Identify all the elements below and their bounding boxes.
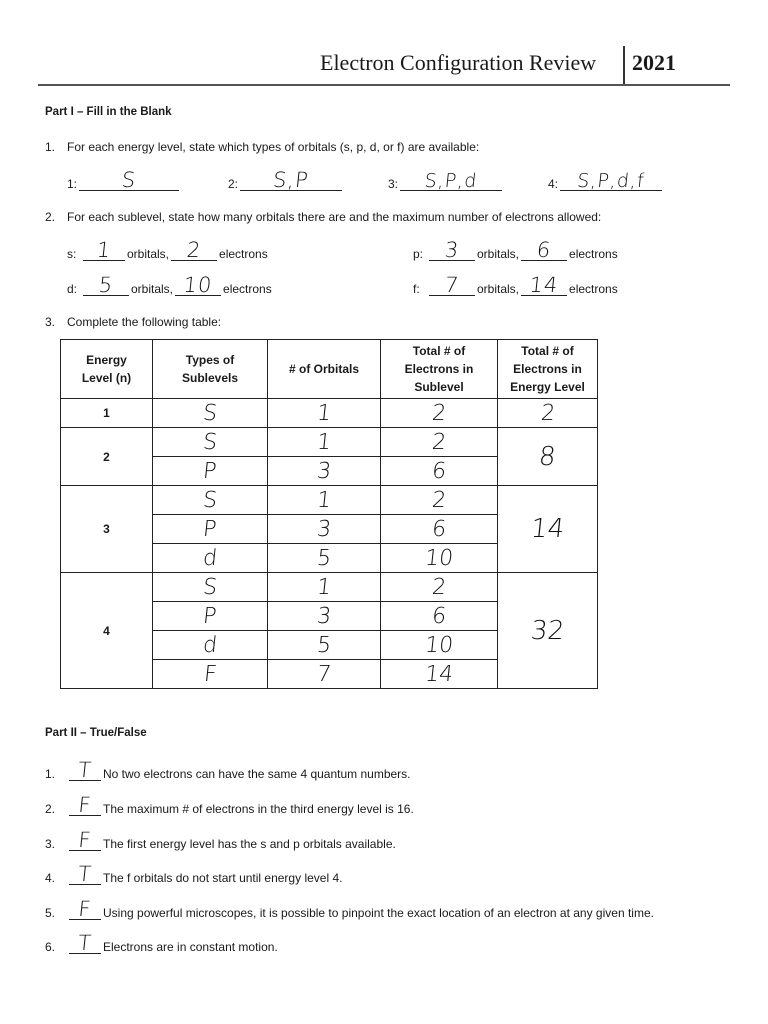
tf-number: 1. [45, 767, 56, 781]
q1-handwritten-1: S [120, 168, 138, 192]
q1-blank-1[interactable] [79, 170, 179, 191]
q2-row-d [67, 275, 272, 296]
sublevel-cell[interactable]: S [153, 486, 268, 515]
q2-orbitals-word-d: orbitals, [131, 282, 174, 296]
q1-blank-2[interactable] [240, 170, 342, 191]
sublevel-electrons-cell[interactable]: 2 [381, 428, 498, 457]
q2-orbitals-f: 7 [443, 273, 461, 297]
worksheet-title: Electron Configuration Review [320, 50, 597, 75]
header-number-of-orbitals: # of Orbitals [268, 340, 381, 399]
tf-handwritten-answer: T [76, 758, 94, 782]
q1-label-1: 1: [67, 177, 78, 191]
tf-item [45, 933, 278, 954]
q2-orbitals-word-f: orbitals, [477, 282, 520, 296]
tf-statement: The maximum # of electrons in the third energy level is 16. [103, 802, 414, 816]
tf-handwritten-answer: T [76, 931, 94, 955]
tf-item [45, 795, 414, 816]
q2-orbitals-word-p: orbitals, [477, 247, 520, 261]
orbitals-cell[interactable]: 5 [268, 631, 381, 660]
sublevel-cell[interactable]: d [153, 631, 268, 660]
sublevel-cell[interactable]: P [153, 457, 268, 486]
tf-statement: The f orbitals do not start until energy level 4. [103, 871, 343, 885]
tf-answer-blank[interactable] [69, 830, 101, 851]
q1-answer-3 [388, 170, 504, 191]
q2-orbitals-word-s: orbitals, [127, 247, 170, 261]
sublevel-electrons-cell[interactable]: 2 [381, 486, 498, 515]
orbitals-cell[interactable]: 1 [268, 399, 381, 428]
q2-electrons-s: 2 [185, 238, 203, 262]
q2-orbitals-blank-s[interactable] [83, 240, 125, 261]
tf-item [45, 864, 342, 885]
tf-handwritten-answer: F [77, 793, 93, 817]
sublevel-cell[interactable]: S [153, 428, 268, 457]
q2-number: 2. [45, 210, 56, 224]
energy-level-cell: 1 [61, 399, 153, 428]
worksheet-year: 2021 [632, 50, 676, 75]
q2-electrons-f: 14 [528, 273, 560, 297]
tf-statement: The first energy level has the s and p orbitals available. [103, 837, 396, 851]
tf-answer-blank[interactable] [69, 933, 101, 954]
orbitals-cell[interactable]: 1 [268, 486, 381, 515]
q1-number: 1. [45, 140, 56, 154]
q1-prompt: For each energy level, state which types of orbitals (s, p, d, or f) are available: [67, 140, 480, 154]
tf-number: 3. [45, 837, 56, 851]
table-row [61, 573, 598, 602]
tf-answer-blank[interactable] [69, 760, 101, 781]
orbitals-cell[interactable]: 3 [268, 457, 381, 486]
sublevel-cell[interactable]: P [153, 602, 268, 631]
sublevel-cell[interactable]: S [153, 399, 268, 428]
q2-electrons-blank-s[interactable] [171, 240, 217, 261]
q2-row-f [413, 275, 618, 296]
sublevel-electrons-cell[interactable]: 6 [381, 515, 498, 544]
orbitals-cell[interactable]: 3 [268, 602, 381, 631]
tf-statement: Using powerful microscopes, it is possible to pinpoint the exact location of an electron at any given time. [103, 906, 654, 920]
tf-statement: No two electrons can have the same 4 quantum numbers. [103, 767, 411, 781]
table-row [61, 399, 598, 428]
q2-electrons-blank-d[interactable] [175, 275, 221, 296]
q1-blank-3[interactable] [400, 170, 502, 191]
header-energy-level: Energy Level (n) [61, 340, 153, 399]
energy-level-cell: 2 [61, 428, 153, 486]
sublevel-electrons-cell[interactable]: 6 [381, 602, 498, 631]
tf-statement: Electrons are in constant motion. [103, 940, 278, 954]
sublevel-electrons-cell[interactable]: 14 [381, 660, 498, 689]
level-electrons-cell[interactable]: 14 [498, 486, 598, 573]
tf-number: 5. [45, 906, 56, 920]
tf-answer-blank[interactable] [69, 795, 101, 816]
tf-answer-blank[interactable] [69, 864, 101, 885]
q3-prompt: Complete the following table: [67, 315, 222, 329]
tf-item [45, 830, 396, 851]
q2-electrons-word-d: electrons [223, 282, 272, 296]
q1-label-4: 4: [548, 177, 559, 191]
header-types-of-sublevels: Types of Sublevels [153, 340, 268, 399]
sublevel-cell[interactable]: S [153, 573, 268, 602]
table-row [61, 428, 598, 457]
q2-orbitals-blank-p[interactable] [429, 240, 475, 261]
q1-answer-4 [548, 170, 664, 191]
orbitals-cell[interactable]: 5 [268, 544, 381, 573]
level-electrons-cell[interactable]: 32 [498, 573, 598, 689]
energy-level-cell: 4 [61, 573, 153, 689]
q2-label-s: s: [67, 247, 77, 261]
tf-handwritten-answer: F [77, 828, 93, 852]
q1-answer-2 [228, 170, 344, 191]
q2-label-d: d: [67, 282, 78, 296]
q2-row-p [413, 240, 618, 261]
q2-electrons-blank-f[interactable] [521, 275, 567, 296]
level-electrons-cell[interactable]: 8 [498, 428, 598, 486]
tf-number: 2. [45, 802, 56, 816]
sublevel-electrons-cell[interactable]: 2 [381, 573, 498, 602]
tf-number: 4. [45, 871, 56, 885]
q1-answer-1 [67, 170, 181, 191]
q2-orbitals-blank-d[interactable] [83, 275, 129, 296]
level-electrons-cell[interactable]: 2 [498, 399, 598, 428]
configuration-table [60, 339, 598, 689]
orbitals-cell[interactable]: 7 [268, 660, 381, 689]
q2-electrons-word-s: electrons [219, 247, 268, 261]
q1-handwritten-4: S,P,d,f [576, 170, 646, 192]
part1-title: Part I – Fill in the Blank [45, 106, 172, 118]
q2-electrons-blank-p[interactable] [521, 240, 567, 261]
q2-label-f: f: [413, 282, 420, 296]
q1-label-3: 3: [388, 177, 399, 191]
part2-title: Part II – True/False [45, 727, 147, 739]
q2-orbitals-blank-f[interactable] [429, 275, 475, 296]
orbitals-cell[interactable]: 3 [268, 515, 381, 544]
table-header-row [61, 340, 598, 399]
tf-handwritten-answer: T [76, 862, 94, 886]
orbitals-cell[interactable]: 1 [268, 573, 381, 602]
tf-answer-blank[interactable] [69, 899, 101, 920]
header-electrons-in-energy-level: Total # of Electrons in Energy Level [498, 340, 598, 399]
sublevel-electrons-cell[interactable]: 2 [381, 399, 498, 428]
q1-blank-4[interactable] [560, 170, 662, 191]
header-electrons-in-sublevel: Total # of Electrons in Sublevel [381, 340, 498, 399]
header-divider [623, 46, 625, 84]
tf-handwritten-answer: F [77, 897, 93, 921]
sublevel-electrons-cell[interactable]: 10 [381, 631, 498, 660]
q2-orbitals-d: 5 [97, 273, 115, 297]
q2-electrons-p: 6 [535, 238, 553, 262]
tf-number: 6. [45, 940, 56, 954]
q2-orbitals-p: 3 [443, 238, 461, 262]
q2-label-p: p: [413, 247, 424, 261]
header-rule [38, 84, 730, 86]
tf-item [45, 760, 411, 781]
q2-row-s [67, 240, 268, 261]
q2-prompt: For each sublevel, state how many orbitals there are and the maximum number of electrons allowed: [67, 210, 602, 224]
q2-electrons-word-f: electrons [569, 282, 618, 296]
q2-orbitals-s: 1 [95, 238, 113, 262]
q2-electrons-word-p: electrons [569, 247, 618, 261]
sublevel-electrons-cell[interactable]: 6 [381, 457, 498, 486]
sublevel-electrons-cell[interactable]: 10 [381, 544, 498, 573]
energy-level-cell: 3 [61, 486, 153, 573]
orbitals-cell[interactable]: 1 [268, 428, 381, 457]
table-row [61, 486, 598, 515]
q3-number: 3. [45, 315, 56, 329]
sublevel-cell[interactable]: P [153, 515, 268, 544]
q1-handwritten-2: S,P [271, 168, 311, 192]
sublevel-cell[interactable]: F [153, 660, 268, 689]
tf-item [45, 899, 654, 920]
q1-label-2: 2: [228, 177, 239, 191]
q1-handwritten-3: S,P,d [423, 170, 479, 192]
q2-electrons-d: 10 [182, 273, 214, 297]
sublevel-cell[interactable]: d [153, 544, 268, 573]
